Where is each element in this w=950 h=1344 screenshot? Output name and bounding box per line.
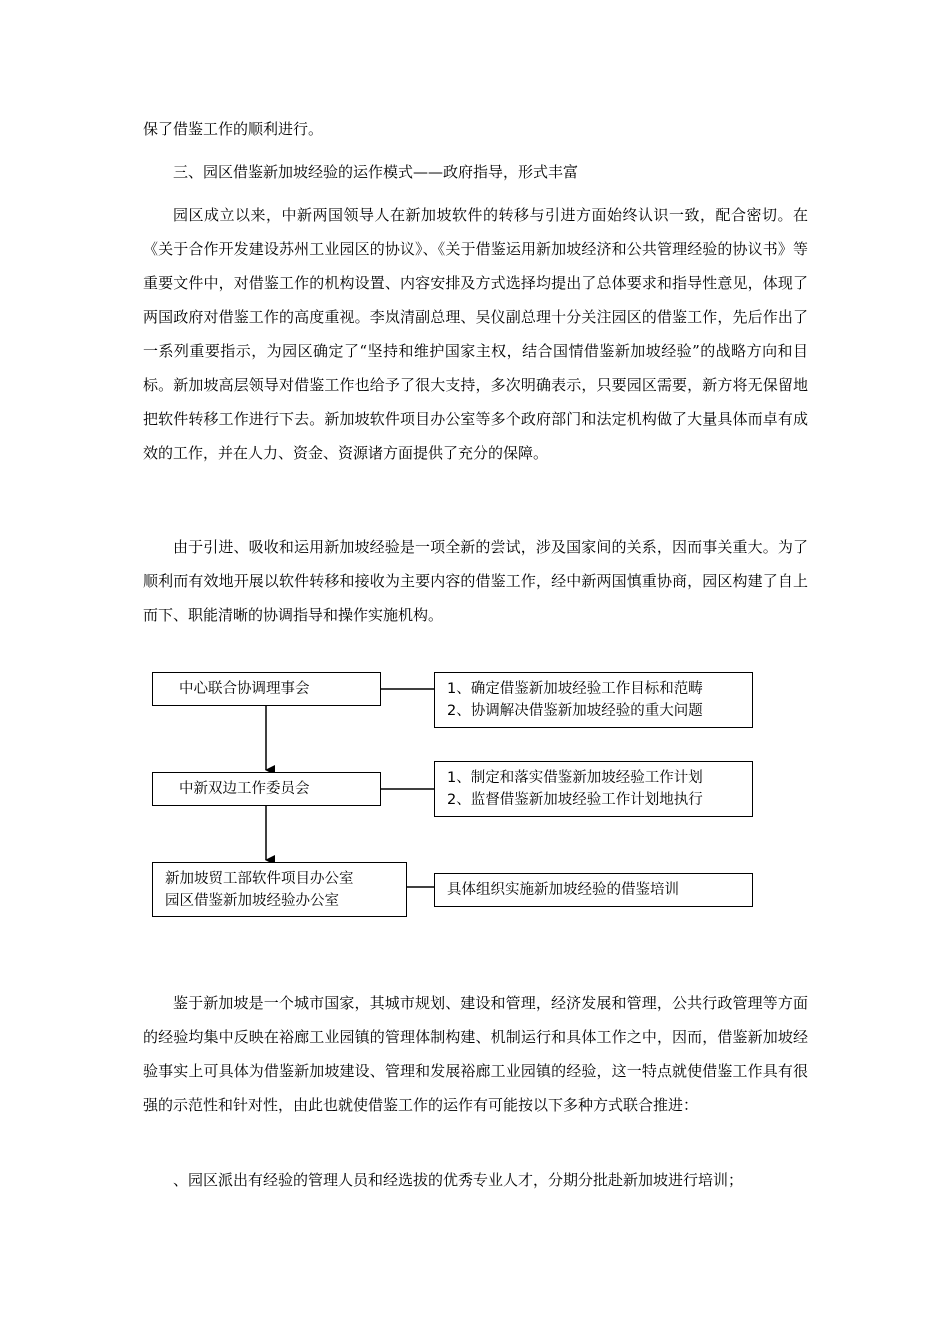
duty-item: 2、协调解决借鉴新加坡经验的重大问题: [447, 703, 703, 719]
org-box-level2: [152, 772, 381, 806]
duty-box-level2: [434, 761, 753, 817]
org-name: 中心联合协调理事会: [179, 681, 310, 697]
duty-box-level3: [434, 873, 753, 907]
duty-box-level1: [434, 672, 753, 728]
paragraph-training: 、园区派出有经验的管理人员和经选拔的优秀专业人才，分期分批赴新加坡进行培训；: [173, 1171, 744, 1189]
paragraph-cooperation: 园区成立以来，中新两国领导人在新加坡软件的转移与引进方面始终认识一致，配合密切。在《关于合作开发建设苏州工业园区的协议》、《关于借鉴运用新加坡经济和公共管理经验的协议书》等重要文件中，对借鉴工作的机构设置、内容安排及方式选择均提出了总体要求和指导性意见，体现了两国政府对借鉴工作的高度重视。李岚清副总理、吴仪副总理十分关注园区的借鉴工作，先后作出了一系列重要指示，为园区确定了“坚持和维护国家主权，结合国情借鉴新加坡经验”的战略方向和目标。新加坡高层领导对借鉴工作也给予了很大支持，多次明确表示，只要园区需要，新方将无保留地把软件转移工作进行下去。新加坡软件项目办公室等多个政府部门和法定机构做了大量具体而卓有成效的工作，并在人力、资金、资源诸方面提供了充分的保障。: [143, 206, 808, 462]
duty-item: 具体组织实施新加坡经验的借鉴培训: [447, 882, 679, 898]
org-box-level3: [152, 862, 407, 917]
duty-item: 1、确定借鉴新加坡经验工作目标和范畴: [447, 681, 703, 697]
org-box-level1: [152, 672, 381, 706]
paragraph-continuation: 保了借鉴工作的顺利进行。: [143, 120, 324, 138]
section-heading: 三、园区借鉴新加坡经验的运作模式——政府指导，形式丰富: [173, 163, 579, 181]
paragraph-structure: 由于引进、吸收和运用新加坡经验是一项全新的尝试，涉及国家间的关系，因而事关重大。为了顺利而有效地开展以软件转移和接收为主要内容的借鉴工作，经中新两国慎重协商，园区构建了自上而下、职能清晰的协调指导和操作实施机构。: [143, 538, 808, 624]
paragraph-singapore: 鉴于新加坡是一个城市国家，其城市规划、建设和管理，经济发展和管理，公共行政管理等方面的经验均集中反映在裕廊工业园镇的管理体制构建、机制运行和具体工作之中，因而，借鉴新加坡经验事实上可具体为借鉴新加坡建设、管理和发展裕廊工业园镇的经验，这一特点就使借鉴工作具有很强的示范性和针对性，由此也就使借鉴工作的运作有可能按以下多种方式联合推进：: [143, 994, 808, 1114]
org-name: 园区借鉴新加坡经验办公室: [165, 892, 339, 909]
duty-item: 2、监督借鉴新加坡经验工作计划地执行: [447, 792, 703, 808]
duty-item: 1、制定和落实借鉴新加坡经验工作计划: [447, 770, 703, 786]
org-name: 新加坡贸工部软件项目办公室: [165, 870, 354, 887]
org-name: 中新双边工作委员会: [179, 781, 310, 797]
